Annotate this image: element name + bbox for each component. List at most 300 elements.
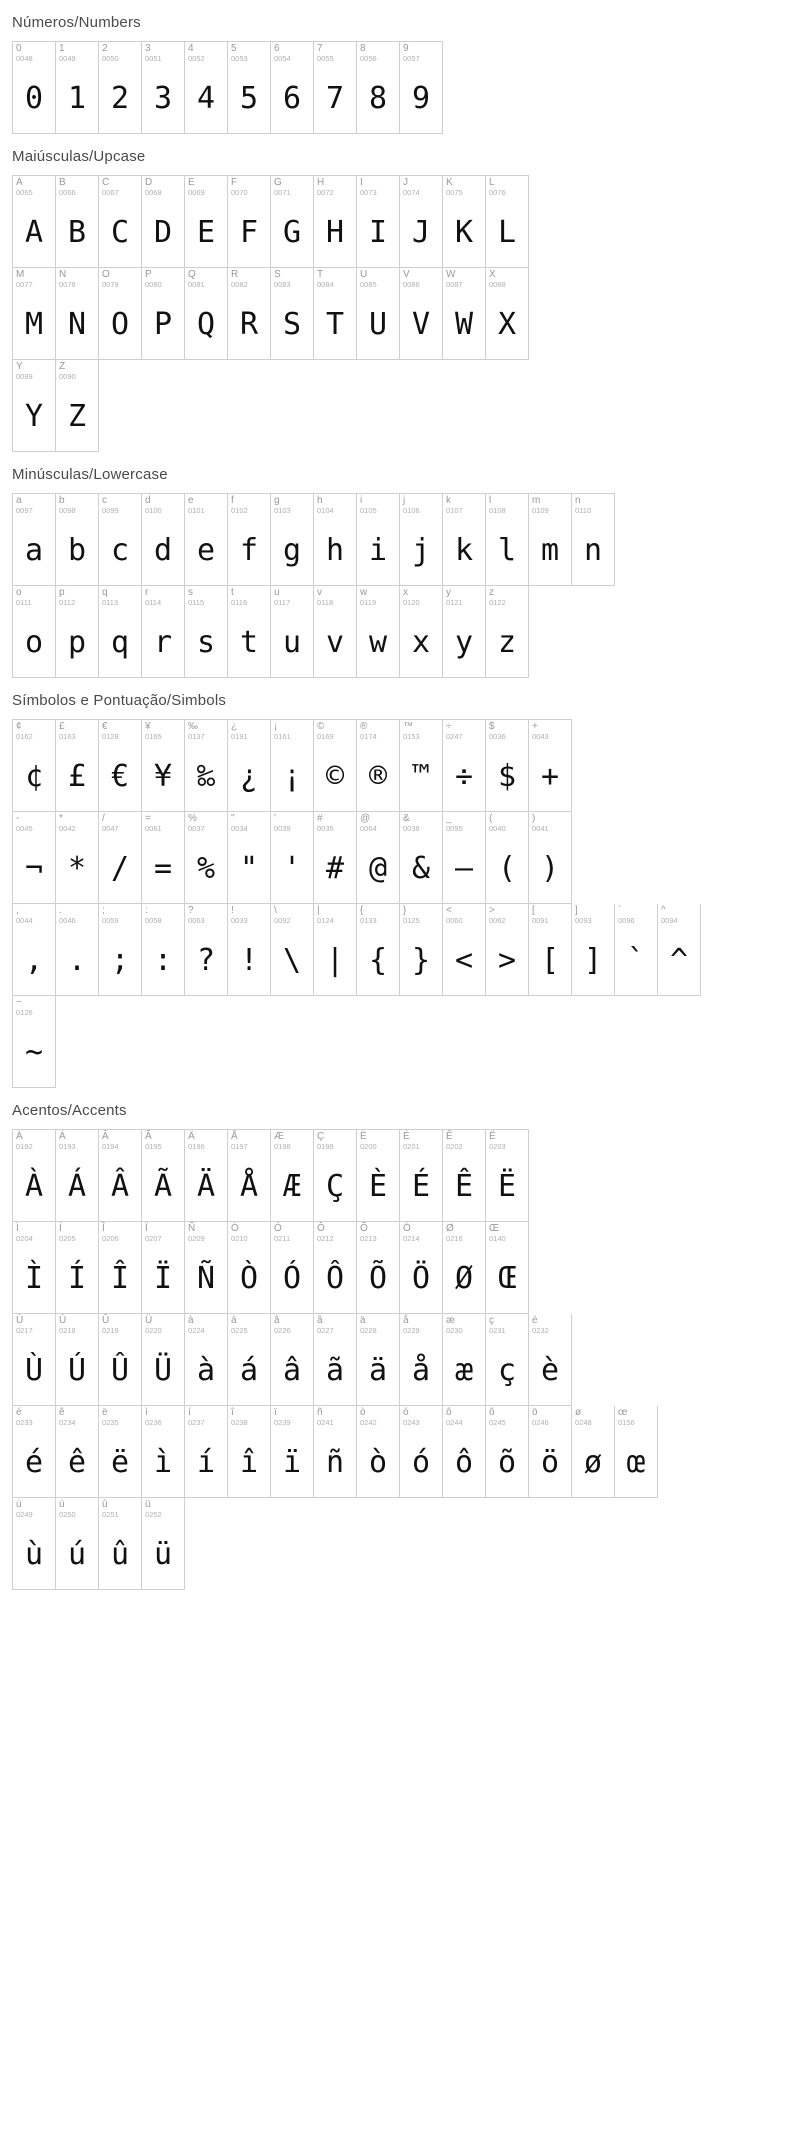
glyph-cell[interactable]	[56, 1130, 99, 1222]
glyph-code-label: 0230	[446, 1326, 463, 1335]
glyph-cell[interactable]	[443, 268, 486, 360]
glyph-char-label: £	[59, 721, 65, 732]
glyph-cell[interactable]	[400, 904, 443, 996]
glyph-cell[interactable]	[13, 42, 56, 134]
glyph-code-label: 0199	[317, 1142, 334, 1151]
glyph-preview: R	[239, 307, 259, 342]
glyph-preview: Ô	[325, 1261, 345, 1296]
glyph-cell[interactable]	[443, 904, 486, 996]
glyph-cell[interactable]	[314, 1314, 357, 1406]
glyph-cell[interactable]	[228, 42, 271, 134]
glyph-preview: N	[67, 307, 87, 342]
glyph-cell[interactable]	[271, 176, 314, 268]
glyph-cell[interactable]	[486, 904, 529, 996]
glyph-char-label: Ñ	[188, 1223, 196, 1234]
glyph-cell[interactable]	[56, 360, 99, 452]
glyph-cell[interactable]	[486, 1222, 529, 1314]
glyph-cell[interactable]	[529, 1406, 572, 1498]
glyph-char-label: =	[145, 813, 151, 824]
glyph-char-label: í	[188, 1407, 191, 1418]
glyph-code-label: 0119	[360, 598, 377, 607]
glyph-code-label: 0117	[274, 598, 291, 607]
glyph-cell[interactable]	[400, 268, 443, 360]
glyph-preview: 3	[153, 81, 173, 116]
glyph-char-label: 9	[403, 43, 409, 54]
glyph-preview: A	[24, 215, 44, 250]
glyph-preview: Ò	[239, 1261, 259, 1296]
glyph-char-label: œ	[618, 1407, 628, 1418]
glyph-code-label: 0153	[403, 732, 420, 741]
glyph-cell[interactable]	[314, 812, 357, 904]
glyph-cell[interactable]	[99, 42, 142, 134]
glyph-preview: z	[497, 625, 517, 660]
glyph-cell[interactable]	[615, 904, 658, 996]
glyph-code-label: 0209	[188, 1234, 205, 1243]
glyph-char-label: a	[16, 495, 22, 506]
glyph-row	[12, 1406, 658, 1498]
glyph-cell[interactable]	[314, 42, 357, 134]
glyph-char-label: ¢	[16, 721, 22, 732]
glyph-cell[interactable]	[271, 1314, 314, 1406]
glyph-cell[interactable]	[400, 42, 443, 134]
glyph-cell[interactable]	[443, 1406, 486, 1498]
glyph-cell[interactable]	[99, 1498, 142, 1590]
glyph-cell[interactable]	[56, 904, 99, 996]
glyph-cell[interactable]	[13, 1130, 56, 1222]
glyph-cell[interactable]	[314, 720, 357, 812]
glyph-cell[interactable]	[185, 1406, 228, 1498]
glyph-cell[interactable]	[529, 812, 572, 904]
glyph-cell[interactable]	[13, 1222, 56, 1314]
glyph-cell[interactable]	[142, 268, 185, 360]
glyph-char-label: æ	[446, 1315, 455, 1326]
glyph-preview: K	[454, 215, 474, 250]
glyph-char-label: å	[403, 1315, 409, 1326]
glyph-preview: <	[454, 943, 474, 978]
glyph-preview: k	[454, 533, 474, 568]
glyph-cell[interactable]	[443, 1314, 486, 1406]
glyph-preview: å	[411, 1353, 431, 1388]
glyph-cell[interactable]	[13, 812, 56, 904]
glyph-cell[interactable]	[314, 176, 357, 268]
glyph-cell[interactable]	[529, 494, 572, 586]
glyph-cell[interactable]	[271, 494, 314, 586]
glyph-cell[interactable]	[13, 1406, 56, 1498]
glyph-preview: f	[239, 533, 259, 568]
glyph-cell[interactable]	[142, 494, 185, 586]
glyph-cell[interactable]	[142, 1314, 185, 1406]
glyph-cell[interactable]	[400, 1222, 443, 1314]
glyph-cell[interactable]	[142, 1406, 185, 1498]
glyph-cell[interactable]	[228, 1222, 271, 1314]
glyph-cell[interactable]	[99, 812, 142, 904]
glyph-cell[interactable]	[142, 812, 185, 904]
glyph-cell[interactable]	[357, 1222, 400, 1314]
glyph-preview: ã	[325, 1353, 345, 1388]
glyph-cell[interactable]	[142, 42, 185, 134]
glyph-preview: o	[24, 625, 44, 660]
glyph-section	[0, 1088, 810, 1590]
glyph-preview: ¿	[239, 759, 259, 794]
glyph-char-label: Û	[102, 1315, 110, 1326]
glyph-cell[interactable]	[142, 1498, 185, 1590]
glyph-row	[12, 1129, 529, 1222]
glyph-cell[interactable]	[142, 176, 185, 268]
glyph-cell[interactable]	[99, 268, 142, 360]
glyph-code-label: 0096	[618, 916, 635, 925]
glyph-cell[interactable]	[357, 1406, 400, 1498]
section-title: Símbolos e Pontuação/Simbols	[12, 692, 227, 709]
glyph-preview: £	[67, 759, 87, 794]
glyph-cell[interactable]	[271, 268, 314, 360]
glyph-cell[interactable]	[271, 1406, 314, 1498]
glyph-cell[interactable]	[56, 42, 99, 134]
glyph-char-label: Ì	[16, 1223, 19, 1234]
glyph-cell[interactable]	[443, 812, 486, 904]
glyph-grid	[0, 719, 810, 1088]
glyph-char-label: i	[360, 495, 363, 506]
glyph-cell[interactable]	[271, 1222, 314, 1314]
glyph-preview: =	[153, 851, 173, 886]
glyph-cell[interactable]	[56, 176, 99, 268]
glyph-char-label: '	[274, 813, 276, 824]
glyph-cell[interactable]	[357, 586, 400, 678]
glyph-char-label: X	[489, 269, 496, 280]
glyph-char-label: T	[317, 269, 324, 280]
glyph-code-label: 0204	[16, 1234, 33, 1243]
glyph-cell[interactable]	[99, 720, 142, 812]
glyph-cell[interactable]	[56, 1498, 99, 1590]
glyph-char-label: U	[360, 269, 368, 280]
glyph-cell[interactable]	[13, 268, 56, 360]
glyph-cell[interactable]	[400, 1130, 443, 1222]
glyph-cell[interactable]	[529, 1314, 572, 1406]
glyph-preview: 5	[239, 81, 259, 116]
glyph-cell[interactable]	[228, 494, 271, 586]
glyph-cell[interactable]	[443, 176, 486, 268]
glyph-preview: â	[282, 1353, 302, 1388]
glyph-cell[interactable]	[443, 586, 486, 678]
glyph-cell[interactable]	[185, 812, 228, 904]
glyph-cell[interactable]	[13, 586, 56, 678]
glyph-cell[interactable]	[228, 720, 271, 812]
glyph-cell[interactable]	[13, 1498, 56, 1590]
glyph-cell[interactable]	[185, 586, 228, 678]
glyph-row	[12, 996, 56, 1088]
glyph-code-label: 0099	[102, 506, 119, 515]
glyph-cell[interactable]	[486, 1130, 529, 1222]
glyph-char-label: n	[575, 495, 581, 506]
glyph-code-label: 0252	[145, 1510, 162, 1519]
glyph-cell[interactable]	[185, 176, 228, 268]
glyph-cell[interactable]	[357, 42, 400, 134]
glyph-cell[interactable]	[56, 720, 99, 812]
glyph-char-label: ~	[16, 997, 22, 1008]
glyph-code-label: 0121	[446, 598, 463, 607]
glyph-cell[interactable]	[228, 1130, 271, 1222]
glyph-cell[interactable]	[99, 494, 142, 586]
glyph-code-label: 0089	[16, 372, 33, 381]
glyph-cell[interactable]	[228, 176, 271, 268]
glyph-cell[interactable]	[486, 812, 529, 904]
glyph-code-label: 0229	[403, 1326, 420, 1335]
glyph-preview: [	[540, 943, 560, 978]
glyph-cell[interactable]	[443, 720, 486, 812]
glyph-cell[interactable]	[314, 1406, 357, 1498]
glyph-cell[interactable]	[314, 494, 357, 586]
glyph-cell[interactable]	[99, 586, 142, 678]
glyph-preview: Î	[110, 1261, 130, 1296]
glyph-cell[interactable]	[443, 1130, 486, 1222]
glyph-char-label: J	[403, 177, 408, 188]
glyph-char-label: Ï	[145, 1223, 148, 1234]
glyph-cell[interactable]	[529, 904, 572, 996]
glyph-cell[interactable]	[314, 904, 357, 996]
glyph-preview: c	[110, 533, 130, 568]
glyph-cell[interactable]	[185, 1222, 228, 1314]
glyph-char-label: ]	[575, 905, 578, 916]
glyph-cell[interactable]	[486, 268, 529, 360]
glyph-cell[interactable]	[486, 494, 529, 586]
glyph-cell[interactable]	[13, 494, 56, 586]
glyph-preview: Ü	[153, 1353, 173, 1388]
glyph-char-label: î	[231, 1407, 234, 1418]
glyph-preview: e	[196, 533, 216, 568]
glyph-cell[interactable]	[228, 904, 271, 996]
glyph-cell[interactable]	[13, 176, 56, 268]
glyph-cell[interactable]	[443, 494, 486, 586]
glyph-cell[interactable]	[314, 268, 357, 360]
glyph-code-label: 0169	[317, 732, 334, 741]
glyph-cell[interactable]	[400, 720, 443, 812]
glyph-cell[interactable]	[658, 904, 701, 996]
glyph-cell[interactable]	[271, 586, 314, 678]
glyph-char-label: Ö	[403, 1223, 411, 1234]
glyph-preview: Ì	[24, 1261, 44, 1296]
glyph-preview: ö	[540, 1445, 560, 1480]
glyph-char-label: #	[317, 813, 323, 824]
glyph-code-label: 0059	[102, 916, 119, 925]
glyph-cell[interactable]	[357, 904, 400, 996]
glyph-cell[interactable]	[142, 1130, 185, 1222]
glyph-preview: ^	[669, 943, 689, 978]
glyph-cell[interactable]	[314, 586, 357, 678]
glyph-code-label: 0091	[532, 916, 549, 925]
glyph-char-label: [	[532, 905, 535, 916]
glyph-cell[interactable]	[400, 1314, 443, 1406]
glyph-cell[interactable]	[314, 1130, 357, 1222]
glyph-cell[interactable]	[400, 1406, 443, 1498]
glyph-preview: Ê	[454, 1169, 474, 1204]
glyph-cell[interactable]	[99, 1130, 142, 1222]
glyph-cell[interactable]	[142, 586, 185, 678]
glyph-cell[interactable]	[228, 268, 271, 360]
glyph-cell[interactable]	[185, 268, 228, 360]
glyph-preview: E	[196, 215, 216, 250]
glyph-char-label: I	[360, 177, 363, 188]
glyph-cell[interactable]	[56, 1314, 99, 1406]
glyph-cell[interactable]	[99, 1406, 142, 1498]
glyph-preview: ô	[454, 1445, 474, 1480]
glyph-code-label: 0061	[145, 824, 162, 833]
glyph-cell[interactable]	[572, 494, 615, 586]
glyph-cell[interactable]	[13, 720, 56, 812]
glyph-cell[interactable]	[185, 1314, 228, 1406]
glyph-cell[interactable]	[271, 42, 314, 134]
glyph-cell[interactable]	[99, 1222, 142, 1314]
glyph-cell[interactable]	[357, 720, 400, 812]
glyph-code-label: 0086	[403, 280, 420, 289]
glyph-cell[interactable]	[99, 176, 142, 268]
glyph-char-label: ?	[188, 905, 194, 916]
glyph-char-label: Õ	[360, 1223, 368, 1234]
glyph-code-label: 0213	[360, 1234, 377, 1243]
glyph-code-label: 0156	[618, 1418, 635, 1427]
glyph-cell[interactable]	[400, 494, 443, 586]
glyph-char-label: -	[16, 813, 20, 824]
glyph-cell[interactable]	[357, 176, 400, 268]
glyph-char-label: Ô	[317, 1223, 325, 1234]
glyph-cell[interactable]	[56, 586, 99, 678]
glyph-code-label: 0083	[274, 280, 291, 289]
glyph-preview: ¬	[24, 851, 44, 886]
glyph-preview: Ö	[411, 1261, 431, 1296]
glyph-preview: ò	[368, 1445, 388, 1480]
glyph-cell[interactable]	[142, 720, 185, 812]
glyph-cell[interactable]	[486, 176, 529, 268]
glyph-cell[interactable]	[271, 904, 314, 996]
glyph-char-label: Ã	[145, 1131, 152, 1142]
glyph-cell[interactable]	[142, 1222, 185, 1314]
glyph-code-label: 0041	[532, 824, 549, 833]
glyph-char-label: .	[59, 905, 62, 916]
glyph-char-label: "	[231, 813, 235, 824]
glyph-preview: }	[411, 943, 431, 978]
glyph-code-label: 0232	[532, 1326, 549, 1335]
glyph-row	[12, 41, 443, 134]
glyph-cell[interactable]	[271, 812, 314, 904]
glyph-preview: P	[153, 307, 173, 342]
glyph-char-label: }	[403, 905, 407, 916]
glyph-preview: {	[368, 943, 388, 978]
glyph-cell[interactable]	[529, 720, 572, 812]
glyph-char-label: $	[489, 721, 495, 732]
glyph-cell[interactable]	[185, 494, 228, 586]
glyph-char-label: C	[102, 177, 110, 188]
glyph-char-label: y	[446, 587, 451, 598]
glyph-char-label: ,	[16, 905, 19, 916]
glyph-cell[interactable]	[400, 812, 443, 904]
glyph-cell[interactable]	[357, 1130, 400, 1222]
glyph-cell[interactable]	[228, 1314, 271, 1406]
glyph-cell[interactable]	[13, 360, 56, 452]
glyph-char-label: õ	[489, 1407, 495, 1418]
glyph-code-label: 0051	[145, 54, 162, 63]
glyph-preview: Y	[24, 399, 44, 434]
glyph-code-label: 0108	[489, 506, 506, 515]
glyph-cell[interactable]	[271, 1130, 314, 1222]
glyph-cell[interactable]	[185, 1130, 228, 1222]
glyph-char-label: w	[360, 587, 368, 598]
glyph-cell[interactable]	[572, 904, 615, 996]
glyph-cell[interactable]	[400, 176, 443, 268]
glyph-code-label: 0103	[274, 506, 291, 515]
glyph-preview: H	[325, 215, 345, 250]
glyph-cell[interactable]	[615, 1406, 658, 1498]
glyph-cell[interactable]	[572, 1406, 615, 1498]
glyph-cell[interactable]	[185, 904, 228, 996]
glyph-code-label: 0070	[231, 188, 248, 197]
glyph-cell[interactable]	[56, 1406, 99, 1498]
glyph-cell[interactable]	[271, 720, 314, 812]
glyph-preview: *	[67, 851, 87, 886]
glyph-char-label: u	[274, 587, 280, 598]
glyph-char-label: N	[59, 269, 67, 280]
glyph-code-label: 0237	[188, 1418, 205, 1427]
glyph-cell[interactable]	[56, 494, 99, 586]
glyph-cell[interactable]	[13, 904, 56, 996]
glyph-cell[interactable]	[357, 494, 400, 586]
glyph-cell[interactable]	[56, 268, 99, 360]
glyph-preview: ¢	[24, 759, 44, 794]
glyph-cell[interactable]	[56, 1222, 99, 1314]
glyph-cell[interactable]	[486, 1406, 529, 1498]
glyph-char-label: K	[446, 177, 453, 188]
glyph-char-label: Æ	[274, 1131, 284, 1142]
glyph-cell[interactable]	[486, 586, 529, 678]
glyph-char-label: Ê	[446, 1131, 453, 1142]
glyph-code-label: 0161	[274, 732, 291, 741]
glyph-cell[interactable]	[228, 812, 271, 904]
glyph-cell[interactable]	[13, 1314, 56, 1406]
glyph-cell[interactable]	[185, 42, 228, 134]
glyph-cell[interactable]	[228, 1406, 271, 1498]
glyph-char-label: +	[532, 721, 538, 732]
glyph-code-label: 0033	[231, 916, 248, 925]
glyph-char-label: x	[403, 587, 408, 598]
section-title: Minúsculas/Lowercase	[12, 466, 168, 483]
glyph-cell[interactable]	[357, 812, 400, 904]
glyph-cell[interactable]	[13, 996, 56, 1088]
glyph-cell[interactable]	[486, 1314, 529, 1406]
glyph-preview: È	[368, 1169, 388, 1204]
glyph-char-label: 6	[274, 43, 280, 54]
glyph-preview: ]	[583, 943, 603, 978]
glyph-char-label: û	[102, 1499, 108, 1510]
glyph-code-label: 0197	[231, 1142, 248, 1151]
glyph-char-label: )	[532, 813, 536, 824]
glyph-cell[interactable]	[99, 904, 142, 996]
glyph-preview: n	[583, 533, 603, 568]
glyph-row	[12, 493, 615, 586]
glyph-cell[interactable]	[56, 812, 99, 904]
glyph-cell[interactable]	[443, 1222, 486, 1314]
glyph-preview: ¥	[153, 759, 173, 794]
glyph-cell[interactable]	[400, 586, 443, 678]
glyph-cell[interactable]	[142, 904, 185, 996]
glyph-code-label: 0037	[188, 824, 205, 833]
glyph-code-label: 0198	[274, 1142, 291, 1151]
glyph-code-label: 0039	[274, 824, 291, 833]
glyph-cell[interactable]	[314, 1222, 357, 1314]
glyph-cell[interactable]	[486, 720, 529, 812]
glyph-cell[interactable]	[357, 1314, 400, 1406]
glyph-cell[interactable]	[357, 268, 400, 360]
glyph-cell[interactable]	[99, 1314, 142, 1406]
glyph-cell[interactable]	[228, 586, 271, 678]
glyph-preview: J	[411, 215, 431, 250]
glyph-cell[interactable]	[185, 720, 228, 812]
